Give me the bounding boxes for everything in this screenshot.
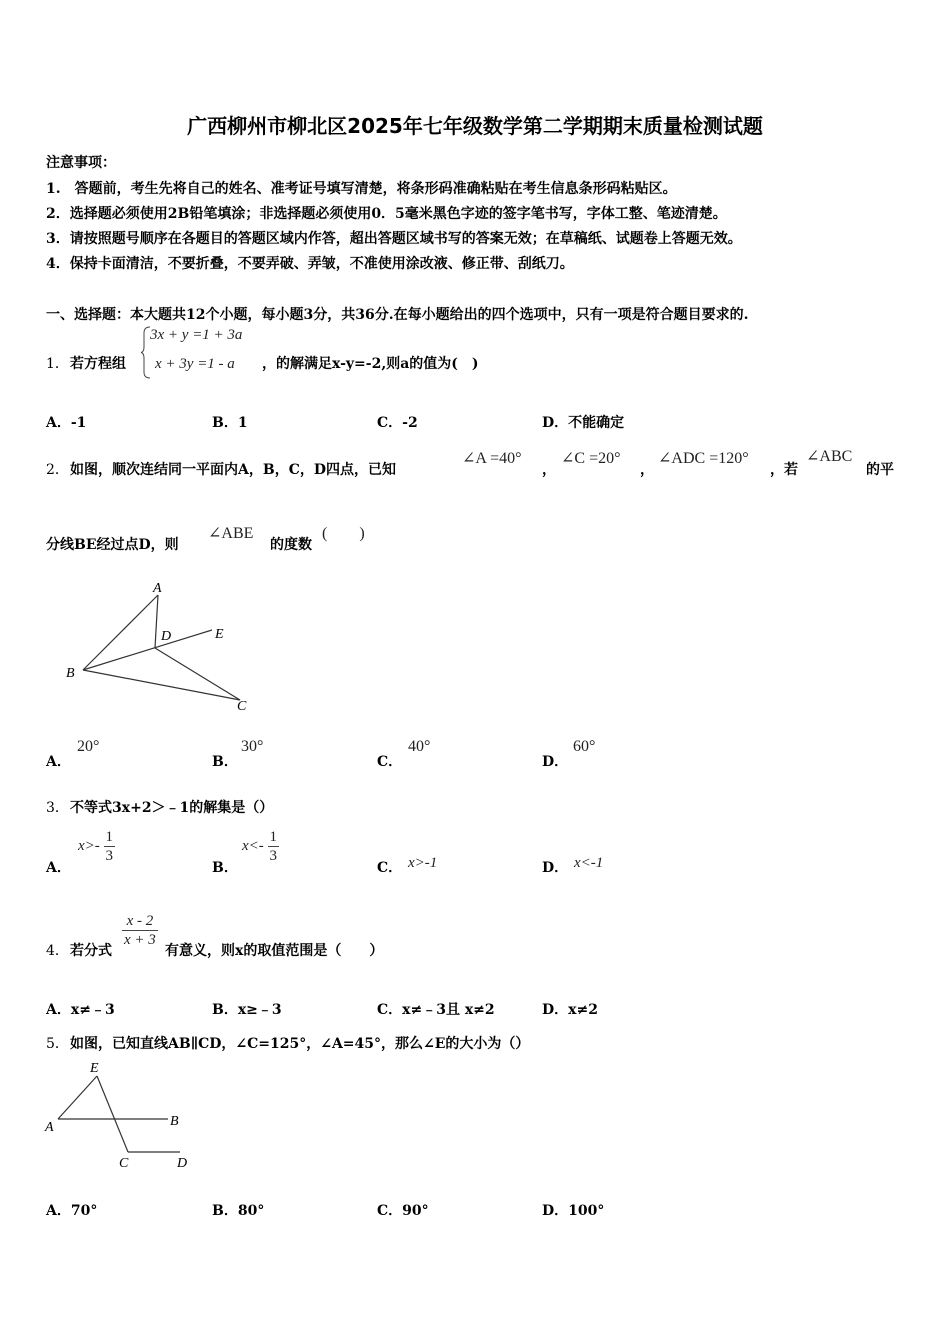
q3-b-den: 3: [269, 848, 278, 864]
q1-equation-1: 3x + y =1 + 3a: [150, 327, 243, 343]
q5-option-c: C．90°: [377, 1203, 429, 1219]
notice-item: 1. 答题前，考生先将自己的姓名、准考证号填写清楚，将条形码准确粘贴在考生信息条形码粘贴区。: [46, 181, 677, 197]
q2-text-line2b: 的度数: [270, 537, 312, 553]
q1-number: 1．: [46, 356, 69, 372]
q5-option-b: B．80°: [212, 1203, 265, 1219]
point-label-b: B: [66, 666, 75, 681]
q3-number: 3．: [46, 800, 69, 816]
q2-separator: ，: [542, 462, 556, 478]
q4-option-c: C．x≠﹣3且 x≠2: [377, 1002, 495, 1018]
q1-suffix: ，的解满足x-y=-2,则a的值为( ): [262, 356, 479, 372]
q3-option-d: D．: [542, 860, 569, 876]
q2-option-a-value: 20°: [77, 738, 100, 755]
notice-item: 3．请按照题号顺序在各题目的答题区域内作答，超出答题区域书写的答案无效；在草稿纸、试题卷上答题无效。: [46, 231, 742, 247]
point-label-b: B: [170, 1114, 179, 1129]
q1-option-d: D．不能确定: [542, 415, 625, 431]
q2-text-line2: 分线BE经过点D，则: [46, 537, 179, 553]
q3-option-b-expr: [242, 828, 279, 865]
q2-if: ，若: [770, 462, 798, 478]
q3-option-c-expr: x>-1: [408, 855, 438, 871]
q2-option-d: D．: [542, 754, 569, 770]
notice-item: 4．保持卡面清洁，不要折叠，不要弄破、弄皱，不准使用涂改液、修正带、刮纸刀。: [46, 256, 574, 272]
q3-option-b: B．: [212, 860, 238, 876]
point-label-d: D: [177, 1156, 188, 1171]
q5-number: 5．: [46, 1036, 69, 1052]
q4-prefix: 若分式: [70, 943, 112, 959]
q4-option-b: B．x≥﹣3: [212, 1002, 282, 1018]
point-label-e: E: [215, 627, 224, 642]
point-label-a: A: [45, 1120, 54, 1135]
q2-angle-c: ∠C =20°: [561, 450, 621, 467]
point-label-a: A: [153, 581, 162, 596]
q3-text: 不等式3x+2＞﹣1的解集是（）: [70, 800, 274, 816]
q3-option-a-expr: [78, 828, 115, 865]
q1-option-b: B．1: [212, 415, 248, 431]
q5-text: 如图，已知直线AB∥CD，∠C=125°，∠A=45°，那么∠E的大小为（）: [70, 1036, 530, 1052]
q3-a-den: 3: [105, 848, 114, 864]
q3-a-num: 1: [105, 829, 114, 845]
q4-option-d: D．x≠2: [542, 1002, 598, 1018]
q3-b-lhs: x<-: [242, 838, 264, 854]
point-label-c: C: [237, 699, 247, 714]
q4-denominator: x + 3: [124, 932, 156, 948]
q3-b-num: 1: [269, 829, 278, 845]
q3-option-a: A．: [46, 860, 71, 876]
q1-prefix: 若方程组: [70, 356, 126, 372]
q5-option-d: D．100°: [542, 1203, 605, 1219]
q1-option-a: A．-1: [46, 415, 87, 431]
segment-ec: [97, 1076, 128, 1152]
segment-ae: [58, 1076, 97, 1119]
section-heading: 一、选择题：本大题共12个小题，每小题3分，共36分.在每小题给出的四个选项中，只有一项是符合题目要求的.: [46, 307, 749, 323]
point-label-e: E: [90, 1061, 99, 1076]
q2-angle-abc: ∠ABC: [806, 448, 853, 465]
q4-number: 4．: [46, 943, 69, 959]
point-label-c: C: [119, 1156, 129, 1171]
q2-option-b-value: 30°: [241, 738, 264, 755]
q2-angle-abe: ∠ABE: [208, 525, 254, 542]
q2-option-a: A．: [46, 754, 71, 770]
q2-option-d-value: 60°: [573, 738, 596, 755]
segment-ad: [155, 595, 158, 648]
point-label-d: D: [161, 629, 172, 644]
q2-text: 如图，顺次连结同一平面内A，B，C，D四点，已知: [70, 462, 396, 478]
q4-fraction: [122, 912, 158, 949]
q2-separator: ，: [640, 462, 654, 478]
q3-option-c: C．: [377, 860, 403, 876]
q4-option-a: A．x≠﹣3: [46, 1002, 115, 1018]
q5-option-a: A．70°: [46, 1203, 98, 1219]
q3-a-lhs: x>-: [78, 838, 100, 854]
q2-figure: [60, 572, 260, 717]
q4-suffix: 有意义，则x的取值范围是（ ）: [165, 943, 384, 959]
page-title: 广西柳州市柳北区2025年七年级数学第二学期期末质量检测试题: [187, 114, 763, 138]
q2-angle-a: ∠A =40°: [462, 450, 522, 467]
notice-heading: 注意事项：: [46, 155, 116, 171]
q2-option-b: B．: [212, 754, 238, 770]
q5-figure: [40, 1055, 205, 1175]
q2-option-c-value: 40°: [408, 738, 431, 755]
notice-item: 2．选择题必须使用2B铅笔填涂；非选择题必须使用0．5毫米黑色字迹的签字笔书写，字体工整、笔迹清楚。: [46, 206, 727, 222]
q1-option-c: C．-2: [377, 415, 418, 431]
q2-answer-paren: ( ): [322, 525, 365, 542]
q2-text-tail: 的平: [866, 462, 894, 478]
q2-option-c: C．: [377, 754, 403, 770]
q1-equation-2: x + 3y =1 - a: [155, 356, 235, 372]
q2-number: 2．: [46, 462, 69, 478]
q4-numerator: x - 2: [122, 912, 158, 931]
q2-angle-adc: ∠ADC =120°: [658, 450, 749, 467]
q3-option-d-expr: x<-1: [574, 855, 604, 871]
